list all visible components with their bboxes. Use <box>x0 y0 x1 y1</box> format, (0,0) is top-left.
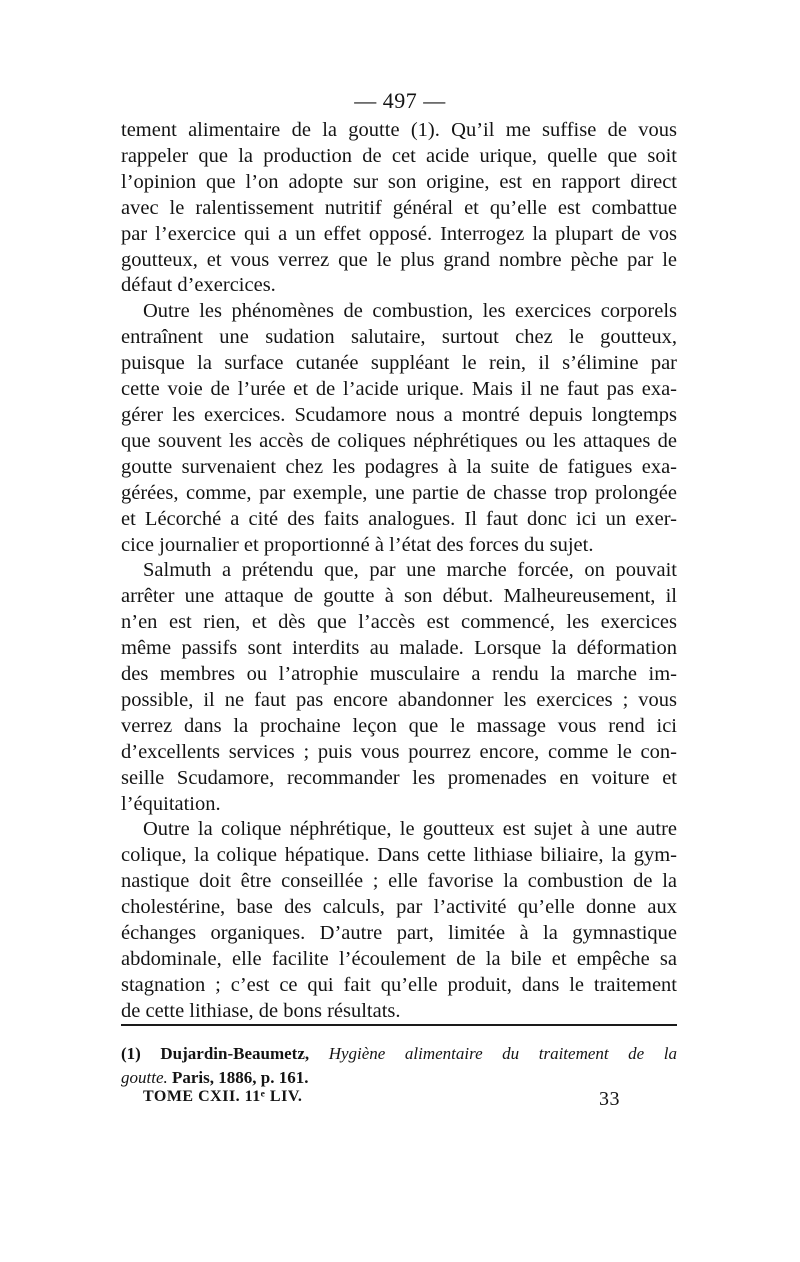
text-line: que souvent les accès de coliques néphrétiques ou les attaques de <box>121 429 677 452</box>
text-line: rappeler que la production de cet acide urique, quelle que soit <box>121 144 677 167</box>
footnote-separator <box>121 1024 677 1026</box>
text-line: n’en est rien, et dès que l’accès est commencé, les exercices <box>121 611 677 634</box>
text-line: gérer les exercices. Scudamore nous a montré depuis longtemps <box>121 403 677 426</box>
text-line: cice journalier et proportionné à l’état des forces du sujet. <box>121 533 594 556</box>
text-line: avec le ralentissement nutritif général et qu’elle est combattue <box>121 196 677 219</box>
text-line: et Lécorché a cité des faits analogues. Il faut donc ici un exer- <box>121 507 677 530</box>
text-line: tement alimentaire de la goutte (1). Qu’il me suffise de vous <box>121 119 677 141</box>
paragraph <box>121 299 677 558</box>
text-line: échanges organiques. D’autre part, limitée à la gymnastique <box>121 922 677 945</box>
text-line: des membres ou l’atrophie musculaire a rendu la marche im- <box>121 663 677 686</box>
text-line: entraînent une sudation salutaire, surtout chez le goutteux, <box>121 326 677 349</box>
text-line: abdominale, elle facilite l’écoulement de la bile et empêche sa <box>121 948 677 970</box>
page-number: — 497 — <box>354 88 446 113</box>
text-line: gérées, comme, par exemple, une partie de chasse trop prolongée <box>121 481 677 504</box>
text-line: colique, la colique hépatique. Dans cette lithiase biliaire, la gym- <box>121 844 677 867</box>
paragraph <box>121 817 677 1024</box>
text-line: Outre les phénomènes de combustion, les exercices corporels <box>143 300 677 323</box>
footnote-title-cont: goutte. <box>121 1068 168 1087</box>
text-line: par l’exercice qui a un effet opposé. Interrogez la plupart de vos <box>121 222 677 245</box>
footnote <box>121 1042 677 1090</box>
footnote-author: Dujardin-Beaumetz, <box>160 1044 310 1063</box>
body-text <box>121 118 677 1025</box>
volume-mark: TOME CXII. 11ᵉ LIV. <box>143 1088 303 1105</box>
text-line: même passifs sont interdits au malade. Lorsque la déformation <box>121 637 677 660</box>
text-line: stagnation ; c’est ce qui fait qu’elle produit, dans le traitement <box>121 973 677 996</box>
text-line: goutte survenaient chez les podagres à la suite de fatigues exa- <box>121 455 677 478</box>
text-line: seille Scudamore, recommander les promenades en voiture et <box>121 766 677 789</box>
text-line: cette voie de l’urée et de l’acide urique. Mais il ne faut pas exa- <box>121 378 677 401</box>
text-line: arrêter une attaque de goutte à son début. Malheureusement, il <box>121 585 677 608</box>
text-line: de cette lithiase, de bons résultats. <box>121 999 401 1022</box>
footnote-line <box>121 1066 677 1090</box>
text-line: nastique doit être conseillée ; elle favorise la combustion de la <box>121 870 677 893</box>
text-line: l’équitation. <box>121 792 221 815</box>
text-line: défaut d’exercices. <box>121 274 276 297</box>
text-line: verrez dans la prochaine leçon que le massage vous rend ici <box>121 714 677 737</box>
sheet-number: 33 <box>599 1088 620 1110</box>
text-line: Outre la colique néphrétique, le goutteux est sujet à une autre <box>143 818 677 841</box>
paragraph <box>121 558 677 817</box>
text-line: puisque la surface cutanée suppléant le rein, il s’élimine par <box>121 352 677 375</box>
paragraph <box>121 118 677 299</box>
text-line: goutteux, et vous verrez que le plus grand nombre pèche par le <box>121 248 677 271</box>
footnote-marker: (1) <box>121 1044 141 1063</box>
text-line: possible, il ne faut pas encore abandonner les exercices ; vous <box>121 688 677 711</box>
text-line: cholestérine, base des calculs, par l’activité qu’elle donne aux <box>121 896 677 919</box>
text-line: l’opinion que l’on adopte sur son origine, est en rapport direct <box>121 170 677 193</box>
printer-signature <box>143 1088 620 1111</box>
footnote-publication: Paris, 1886, p. 161. <box>172 1068 309 1087</box>
footnote-title: Hygiène alimentaire du traitement de la <box>328 1044 678 1063</box>
text-line: Salmuth a prétendu que, par une marche forcée, on pouvait <box>143 559 677 582</box>
text-line: d’excellents services ; puis vous pourrez encore, comme le con- <box>121 740 677 763</box>
footnote-line <box>121 1042 677 1066</box>
